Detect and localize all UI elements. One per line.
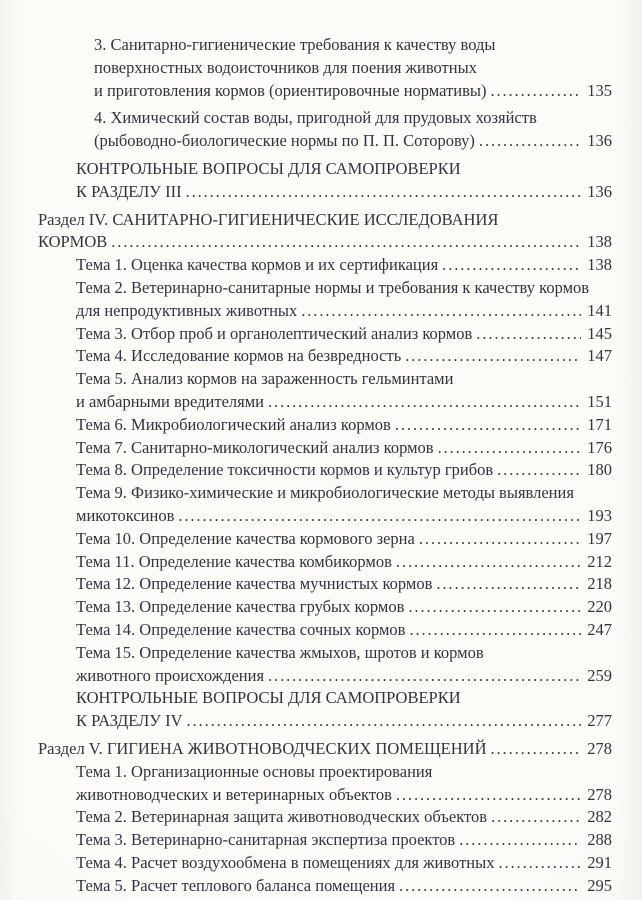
toc-line-text: микотоксинов <box>76 505 175 525</box>
toc-line <box>38 158 612 181</box>
toc-page-number: 220 <box>587 597 612 617</box>
toc-line <box>38 528 612 551</box>
toc-entry-theme <box>38 596 612 619</box>
toc-line-text: Тема 9. Физико-химические и микробиологические методы выявления <box>76 483 574 503</box>
toc-entry-theme <box>38 482 612 528</box>
toc-line-text: Тема 15. Определение качества жмыхов, шротов и кормов <box>76 642 484 662</box>
toc-entry-theme <box>38 368 612 414</box>
toc-line-text: Тема 1. Организационные основы проектирования <box>76 761 433 781</box>
dot-leader <box>490 80 581 103</box>
toc-line <box>38 345 612 368</box>
toc-page-number: 171 <box>587 414 612 434</box>
toc-line <box>38 642 612 665</box>
dot-leader <box>459 829 581 852</box>
dot-leader <box>491 806 581 829</box>
toc-line-text: Тема 2. Ветеринарная защита животноводческих объектов <box>76 807 488 827</box>
dot-leader <box>438 437 581 460</box>
toc-line-text: Тема 4. Расчет воздухообмена в помещениях для животных <box>76 852 495 872</box>
dot-leader <box>178 505 581 528</box>
dot-leader <box>476 323 581 346</box>
dot-leader <box>408 596 581 619</box>
toc-line-text: Тема 11. Определение качества комбикормов <box>76 551 392 571</box>
toc-entry-theme <box>38 345 612 368</box>
toc-entry-theme <box>38 254 612 277</box>
toc-page-number: 212 <box>587 551 612 571</box>
toc-line <box>38 482 612 505</box>
toc-line-text: Тема 5. Расчет теплового баланса помещения <box>76 875 396 895</box>
toc-entry-control <box>38 687 612 733</box>
toc-line-text: Тема 8. Определение токсичности кормов и культур грибов <box>76 460 494 480</box>
dot-leader <box>396 784 581 807</box>
toc-page-number: 193 <box>587 505 612 525</box>
dot-leader <box>399 875 581 898</box>
toc-line <box>38 551 612 574</box>
toc-line-text: (рыбоводно-биологические нормы по П. П. Соторову) <box>94 131 475 151</box>
toc-page-number: 138 <box>587 255 612 275</box>
toc-line <box>38 829 612 852</box>
toc-line <box>38 710 612 733</box>
dot-leader <box>497 459 581 482</box>
toc-line <box>38 437 612 460</box>
toc-line-text: КОНТРОЛЬНЫЕ ВОПРОСЫ ДЛЯ САМОПРОВЕРКИ <box>76 688 461 708</box>
toc-entry-item <box>38 107 612 153</box>
toc-line-text: животного происхождения <box>76 665 265 685</box>
toc-line-text: для непродуктивных животных <box>76 300 298 320</box>
toc-page-number: 288 <box>587 830 612 850</box>
toc-line <box>38 414 612 437</box>
toc-line <box>38 181 612 204</box>
toc-line <box>38 573 612 596</box>
toc-entry-theme <box>38 414 612 437</box>
dot-leader <box>442 254 581 277</box>
toc-entry-theme <box>38 852 612 875</box>
toc-entry-theme <box>38 806 612 829</box>
toc-line-text: Тема 13. Определение качества грубых кормов <box>76 597 405 617</box>
toc-entry-section <box>38 738 612 761</box>
toc-line <box>38 391 612 414</box>
toc-entry-theme <box>38 551 612 574</box>
toc-page-number: 277 <box>587 711 612 731</box>
toc-page-number: 278 <box>587 784 612 804</box>
dot-leader <box>405 345 581 368</box>
toc-list <box>38 34 612 897</box>
toc-page-number: 135 <box>587 80 612 100</box>
toc-line <box>38 368 612 391</box>
dot-leader <box>396 551 581 574</box>
dot-leader <box>498 852 581 875</box>
dot-leader <box>419 528 581 551</box>
toc-line <box>38 209 612 232</box>
toc-entry-theme <box>38 573 612 596</box>
toc-page-number: 259 <box>587 665 612 685</box>
toc-line-text: КОНТРОЛЬНЫЕ ВОПРОСЫ ДЛЯ САМОПРОВЕРКИ <box>76 158 461 178</box>
toc-page-number: 141 <box>587 300 612 320</box>
toc-line <box>38 596 612 619</box>
toc-page-number: 136 <box>587 131 612 151</box>
toc-line-text: Тема 3. Ветеринарно-санитарная экспертиза проектов <box>76 830 456 850</box>
toc-line-text: КОРМОВ <box>38 232 108 252</box>
toc-page-number: 197 <box>587 528 612 548</box>
toc-line-text: 3. Санитарно-гигиенические требования к качеству воды <box>94 35 496 54</box>
toc-line <box>38 34 612 57</box>
toc-line-text: Тема 14. Определение качества сочных кормов <box>76 619 406 639</box>
dot-leader <box>436 573 581 596</box>
toc-page-number: 147 <box>587 346 612 366</box>
toc-line-text: и приготовления кормов (ориентировочные нормативы) <box>94 80 487 100</box>
dot-leader <box>409 619 581 642</box>
toc-line-text: Тема 4. Исследование кормов на безвредность <box>76 346 402 366</box>
toc-page-number: 295 <box>587 875 612 895</box>
toc-page-number: 151 <box>587 391 612 411</box>
toc-line-text: Тема 1. Оценка качества кормов и их сертификация <box>76 255 439 275</box>
dot-leader <box>268 665 581 688</box>
toc-line-text: К РАЗДЕЛУ III <box>76 181 182 201</box>
toc-line-text: Раздел V. ГИГИЕНА ЖИВОТНОВОДЧЕСКИХ ПОМЕЩЕНИЙ <box>38 738 487 758</box>
toc-line-text: Тема 7. Санитарно-микологический анализ кормов <box>76 437 434 457</box>
toc-line-text: Тема 12. Определение качества мучнистых кормов <box>76 574 433 594</box>
toc-entry-theme <box>38 277 612 323</box>
toc-entry-theme <box>38 459 612 482</box>
toc-entry-theme <box>38 761 612 807</box>
toc-line-text: Тема 2. Ветеринарно-санитарные нормы и требования к качеству кормов <box>76 277 590 297</box>
toc-page-number: 291 <box>587 852 612 872</box>
toc-page-number: 136 <box>587 181 612 201</box>
toc-entry-section <box>38 209 612 255</box>
toc-line-text: К РАЗДЕЛУ IV <box>76 711 183 731</box>
dot-leader <box>491 738 582 761</box>
toc-line <box>38 505 612 528</box>
toc-line-text: поверхностных водоисточников для поения животных <box>94 57 477 77</box>
toc-entry-theme <box>38 528 612 551</box>
toc-line-text: Тема 6. Микробиологический анализ кормов <box>76 414 391 434</box>
toc-line-text: Тема 5. Анализ кормов на зараженность гельминтами <box>76 369 454 389</box>
toc-line-text: 4. Химический состав воды, пригодной для прудовых хозяйств <box>94 108 537 128</box>
toc-page-number: 145 <box>587 323 612 343</box>
toc-line <box>38 277 612 300</box>
toc-entry-theme <box>38 829 612 852</box>
toc-line <box>38 254 612 277</box>
toc-page-number: 180 <box>587 460 612 480</box>
toc-page-number: 247 <box>587 619 612 639</box>
dot-leader <box>268 391 581 414</box>
toc-line <box>38 459 612 482</box>
toc-line <box>38 130 612 153</box>
toc-line <box>38 619 612 642</box>
toc-line <box>38 300 612 323</box>
toc-line-text: Тема 3. Отбор проб и органолептический анализ кормов <box>76 323 473 343</box>
toc-page-number: 218 <box>587 574 612 594</box>
toc-line <box>38 107 612 130</box>
toc-line <box>38 784 612 807</box>
dot-leader <box>111 231 581 254</box>
toc-line <box>38 323 612 346</box>
dot-leader <box>301 300 581 323</box>
toc-page-number: 138 <box>587 232 612 252</box>
toc-line <box>38 687 612 710</box>
toc-page-number: 278 <box>587 738 612 758</box>
toc-page-number: 282 <box>587 807 612 827</box>
toc-line <box>38 57 612 80</box>
toc-entry-control <box>38 158 612 204</box>
toc-line <box>38 875 612 898</box>
toc-entry-theme <box>38 642 612 688</box>
dot-leader <box>479 130 581 153</box>
toc-entry-theme <box>38 323 612 346</box>
toc-entry-theme <box>38 619 612 642</box>
dot-leader <box>395 414 581 437</box>
toc-line <box>38 80 612 103</box>
toc-entry-theme <box>38 875 612 898</box>
toc-entry-item <box>38 34 612 102</box>
toc-line <box>38 665 612 688</box>
toc-line-text: Раздел IV. САНИТАРНО-ГИГИЕНИЧЕСКИЕ ИССЛЕДОВАНИЯ <box>38 209 499 229</box>
toc-line-text: и амбарными вредителями <box>76 391 265 411</box>
toc-line-text: Тема 10. Определение качества кормового зерна <box>76 528 415 548</box>
dot-leader <box>187 710 582 733</box>
toc-page-number: 176 <box>587 437 612 457</box>
toc-entry-theme <box>38 437 612 460</box>
toc-line-text: животноводческих и ветеринарных объектов <box>76 784 392 804</box>
toc-line <box>38 738 612 761</box>
toc-line <box>38 231 612 254</box>
dot-leader <box>186 181 581 204</box>
toc-line <box>38 761 612 784</box>
toc-line <box>38 806 612 829</box>
toc-line <box>38 852 612 875</box>
